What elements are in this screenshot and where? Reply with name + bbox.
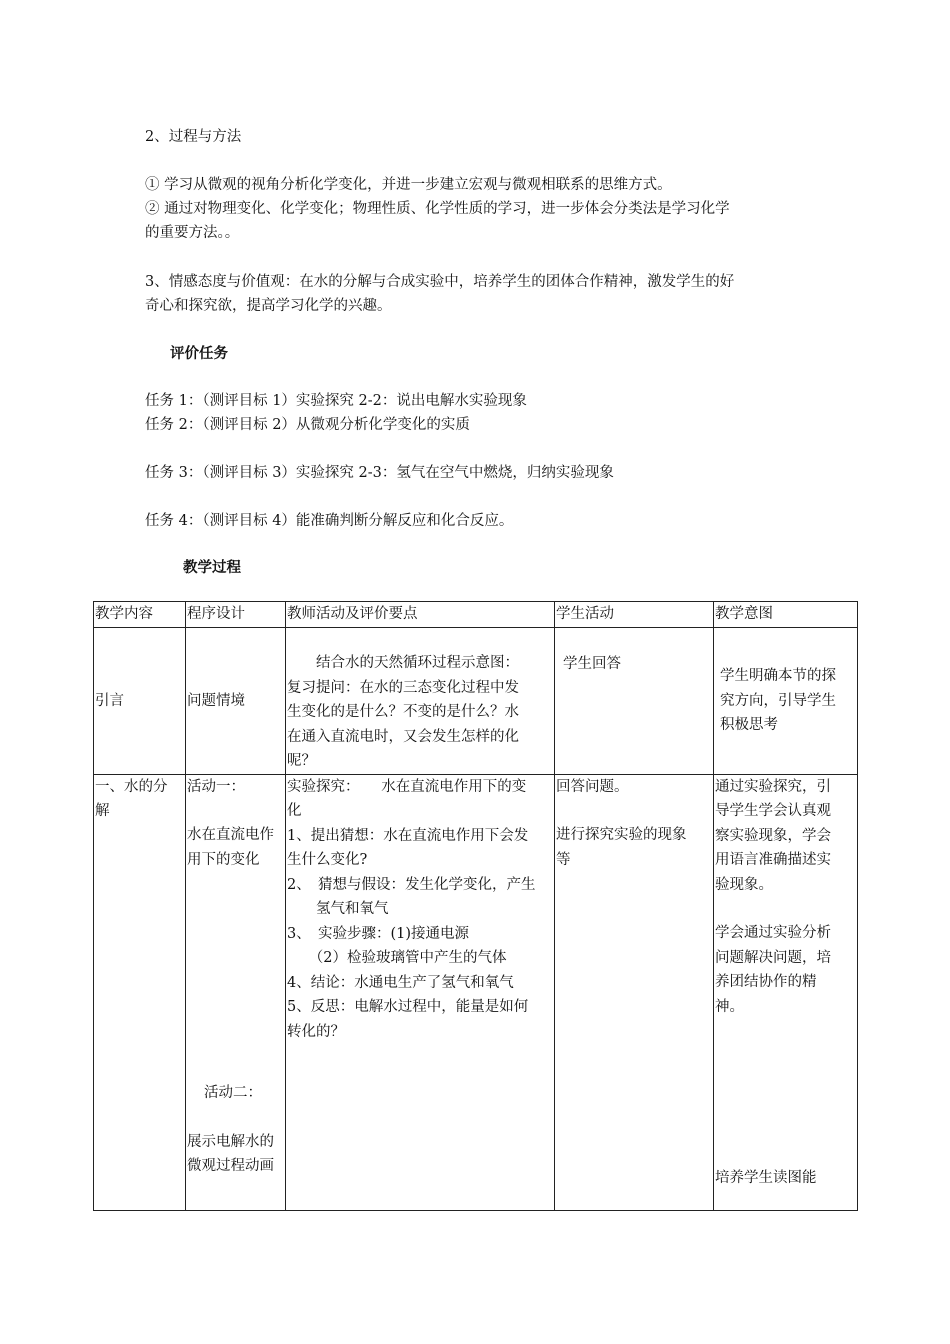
decomp-student-line: 等 [556,851,571,868]
intro-teacher-cell [286,628,555,775]
decomp-student-cell [555,774,714,1210]
teaching-process-heading: 教学过程 [183,560,241,576]
header-intent: 教学意图 [714,602,858,628]
decomp-teacher-cell [286,774,555,1210]
intro-teacher-line: 结合水的天然循环过程示意图： [287,655,519,671]
intro-teacher-line: 呢？ [287,753,316,769]
decomp-student-line: 回答问题。 [556,778,629,795]
header-teacher-activity: 教师活动及评价要点 [286,602,555,628]
decomp-intent-line: 养团结协作的精 [715,974,817,990]
decomp-content-line: 一、水的分 [95,778,168,795]
decomp-teacher-line: 化 [287,803,302,819]
process-method-title: 2、过程与方法 [145,129,242,145]
activity-1-line: 水在直流电作 [187,827,274,843]
intro-intent-line: 学生明确本节的探 [720,668,836,684]
evaluation-heading: 评价任务 [170,346,228,362]
decomp-intent-line: 察实验现象，学会 [715,827,831,844]
intro-teacher-line: 复习提问：在水的三态变化过程中发 [287,679,519,696]
decomp-teacher-line: 生什么变化? [287,852,368,868]
decomp-teacher-line: 氢气和氧气 [287,901,389,917]
table-row-water-decomposition [94,774,858,1210]
decomp-intent-line: 通过实验探究，引 [715,778,831,795]
intro-teacher-line: 在通入直流电时，又会发生怎样的化 [287,728,519,745]
evaluation-task-1: 任务 1：（测评目标 1）实验探究 2-2：说出电解水实验现象 [145,393,527,409]
decomp-intent-cell [714,774,858,1210]
decomp-intent-line: 导学生学会认真观 [715,803,831,819]
decomp-teacher-line: 转化的？ [287,1023,345,1040]
decomp-content-cell [94,774,186,1210]
header-content: 教学内容 [94,602,186,628]
intro-student: 学生回答 [563,656,621,672]
activity-2-title: 活动二： [204,1085,262,1101]
teaching-process-table [93,601,858,1211]
decomp-design-cell [186,774,286,1210]
activity-2-line: 展示电解水的 [187,1133,274,1150]
table-header-row [94,602,858,628]
decomp-teacher-line: 5、反思：电解水过程中，能量是如何 [287,999,529,1015]
header-design: 程序设计 [186,602,286,628]
intro-teacher-line: 生变化的是什么？不变的是什么？水 [287,704,519,720]
decomp-content-line: 解 [95,803,110,819]
decomp-teacher-line: 实验探究： 水在直流电作用下的变 [287,778,527,795]
table-row-intro [94,628,858,775]
decomp-teacher-line: 2、 猜想与假设：发生化学变化，产生 [287,876,536,893]
decomp-intent-line: 验现象。 [715,876,773,893]
evaluation-task-3: 任务 3：（测评目标 3）实验探究 2-3：氢气在空气中燃烧，归纳实验现象 [145,465,614,481]
process-item-2-line-1: ② 通过对物理变化、化学变化；物理性质、化学性质的学习，进一步体会分类法是学习化学 [145,201,730,217]
decomp-student-line: 进行探究实验的现象 [556,827,687,843]
decomp-intent-line: 问题解决问题，培 [715,949,831,966]
intro-content: 引言 [95,692,124,709]
intro-intent-line: 积极思考 [720,717,778,733]
emotion-line-2: 奇心和探究欲，提高学习化学的兴趣。 [145,298,392,314]
evaluation-task-2: 任务 2：（测评目标 2）从微观分析化学变化的实质 [145,417,470,433]
decomp-intent-line: 培养学生读图能 [715,1170,817,1186]
intro-intent-cell [714,628,858,775]
activity-1-line: 用下的变化 [187,851,260,868]
process-item-1: ① 学习从微观的视角分析化学变化，并进一步建立宏观与微观相联系的思维方式。 [145,177,672,193]
emotion-line-1: 3、情感态度与价值观：在水的分解与合成实验中，培养学生的团体合作精神，激发学生的好 [145,274,735,290]
intro-intent-line: 究方向，引导学生 [720,692,836,709]
activity-1-title: 活动一： [187,778,245,795]
decomp-teacher-line: （2）检验玻璃管中产生的气体 [287,950,507,966]
activity-2-line: 微观过程动画 [187,1158,274,1174]
decomp-teacher-line: 1、提出猜想：水在直流电作用下会发 [287,827,529,844]
process-item-2-line-2: 的重要方法。。 [145,225,240,241]
decomp-intent-line: 学会通过实验分析 [715,925,831,941]
intro-content-cell [94,628,186,775]
decomp-teacher-line: 4、结论：水通电生产了氢气和氧气 [287,974,514,991]
intro-design-cell [186,628,286,775]
intro-design: 问题情境 [187,692,245,709]
intro-student-cell [555,628,714,775]
evaluation-task-4: 任务 4：（测评目标 4）能准确判断分解反应和化合反应。 [145,513,514,529]
decomp-intent-line: 神。 [715,998,744,1015]
decomp-teacher-line: 3、 实验步骤：(1)接通电源 [287,925,470,942]
header-student-activity: 学生活动 [555,602,714,628]
decomp-intent-line: 用语言准确描述实 [715,852,831,868]
